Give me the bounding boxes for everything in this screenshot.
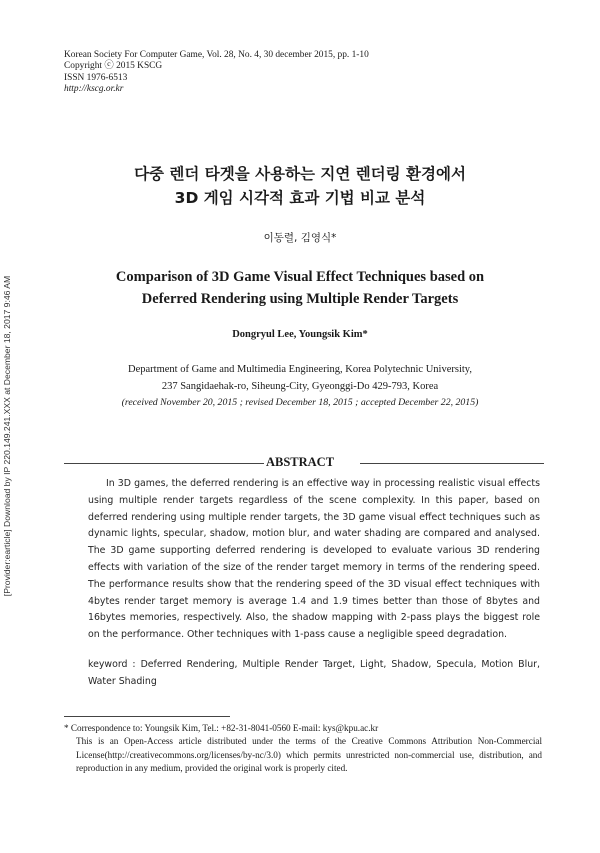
english-authors: Dongryul Lee, Youngsik Kim*: [232, 329, 368, 340]
journal-issn: ISSN 1976-6513: [64, 72, 128, 83]
license-note: This is an Open-Access article distributed under the terms of the Creative Commons Attribution Non-Commercial License(http://creativecommons.org/licenses/by-nc/3.0) which permits unrestricted non-commercial use, distribution, and reproduction in any medium, provided the original work is properly cited.: [76, 736, 542, 773]
affiliation-line-2: 237 Sangidaehak-ro, Siheung-City, Gyeonggi-Do 429-793, Korea: [161, 381, 439, 392]
download-watermark: [0, 0, 14, 853]
journal-copyright: Copyright ⓒ 2015 KSCG: [64, 61, 163, 72]
correspondence-note: * Correspondence to: Youngsik Kim, Tel.: +82-31-8041-0560 E-mail: kys@kpu.ac.kr: [64, 723, 379, 733]
english-title: [0, 266, 600, 310]
journal-citation: Korean Society For Computer Game, Vol. 28, No. 4, 30 december 2015, pp. 1-10: [64, 50, 369, 60]
footnote-divider: [64, 716, 230, 717]
english-title-line-1: Comparison of 3D Game Visual Effect Techniques based on: [115, 269, 485, 285]
keywords: keyword : Deferred Rendering, Multiple Render Target, Light, Shadow, Specula, Motion Blur, Water Shading: [88, 659, 540, 687]
affiliation-line-1: Department of Game and Multimedia Engineering, Korea Polytechnic University,: [128, 364, 472, 375]
watermark-text: [Provider:earticle] Download by IP 220.149.241.XXX at December 18, 2017 9:46 AM: [2, 275, 12, 597]
abstract-heading: ABSTRACT: [265, 455, 335, 469]
korean-title-line-2: 3D 게임 시각적 효과 기법 비교 분석: [174, 189, 426, 207]
korean-authors: 이동렬, 김영식*: [263, 232, 337, 244]
abstract-text: In 3D games, the deferred rendering is an effective way in processing realistic visual effects using multiple render targets regardless of the scene complexity. In this paper, based on deferred rendering using multiple render targets, the 3D game visual effect techniques such as dynamic lights, specular, shadow, motion blur, and water shading are compared and analysed. The 3D game supporting deferred rendering is developed to evaluate various 3D rendering effects with variation of the size of the render target memory in terms of the rendering speed. The performance results show that the rendering speed of the 3D visual effect techniques with 4bytes render target memory is average 1.4 and 1.9 times better than those of 8bytes and 16bytes memories, respectively. Also, the shadow mapping with 2-pass plays the biggest role on the performance. Other techniques with 1-pass cause a negligible speed degradation.: [88, 478, 540, 641]
submission-dates: (received November 20, 2015 ; revised December 18, 2015 ; accepted December 22, 2015): [121, 397, 479, 408]
journal-info: [64, 50, 369, 96]
abstract-divider-right: [360, 463, 544, 464]
affiliation: [0, 361, 600, 395]
journal-url: http://kscg.or.kr: [64, 84, 124, 95]
korean-title: [0, 162, 600, 210]
english-title-line-2: Deferred Rendering using Multiple Render Targets: [141, 291, 459, 307]
korean-title-line-1: 다중 렌더 타겟을 사용하는 지연 렌더링 환경에서: [134, 165, 466, 183]
footnote: [64, 722, 542, 775]
